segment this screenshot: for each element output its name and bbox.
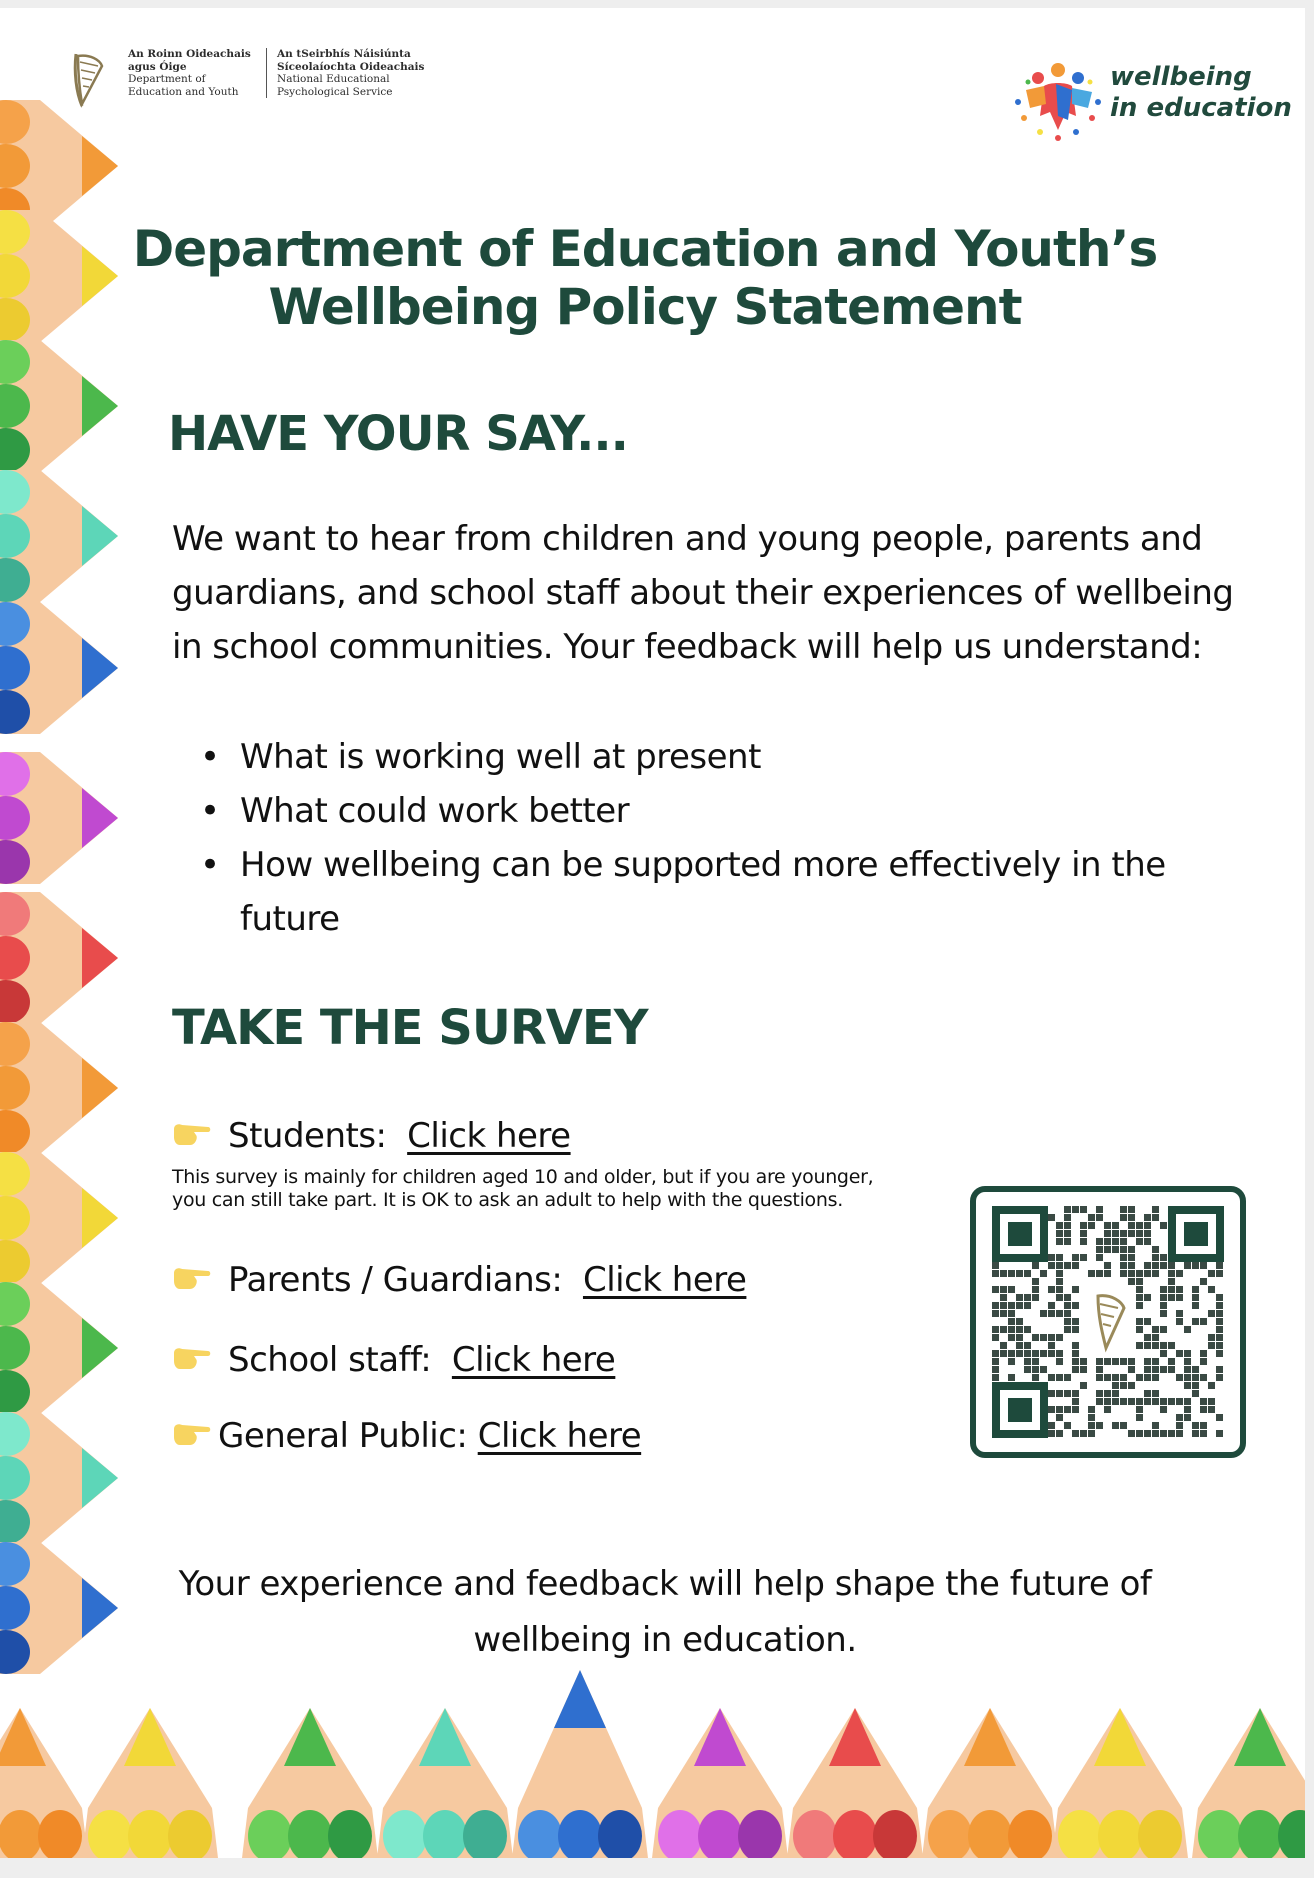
survey-students-row bbox=[172, 1114, 571, 1158]
pencil-decoration bbox=[377, 1708, 513, 1858]
closing-message: Your experience and feedback will help shape the future of wellbeing in education. bbox=[178, 1564, 1152, 1660]
students-survey-link[interactable]: Click here bbox=[407, 1116, 571, 1156]
pointing-hand-icon bbox=[172, 1343, 212, 1373]
survey-parents-row bbox=[172, 1258, 746, 1302]
pencil-decoration bbox=[0, 1022, 118, 1154]
pencil-decoration bbox=[0, 752, 118, 884]
pencil-decoration bbox=[0, 470, 118, 602]
title-line-1: Department of Education and Youth’s bbox=[132, 220, 1158, 278]
pencil-decoration bbox=[652, 1708, 788, 1858]
logo-word-in-education: in education bbox=[1110, 93, 1292, 123]
school-staff-label: School staff: bbox=[228, 1340, 432, 1380]
parents-label: Parents / Guardians: bbox=[228, 1260, 563, 1300]
list-item: • What is working well at present bbox=[172, 730, 1252, 784]
pencil-decoration bbox=[1052, 1708, 1188, 1858]
pencil-decoration bbox=[922, 1708, 1058, 1858]
title-line-2: Wellbeing Policy Statement bbox=[268, 278, 1022, 336]
general-public-survey-link[interactable]: Click here bbox=[477, 1416, 642, 1456]
pencil-decoration bbox=[1192, 1708, 1305, 1858]
pencil-decoration bbox=[0, 1708, 88, 1858]
qr-code-icon[interactable] bbox=[970, 1186, 1246, 1458]
department-logo bbox=[70, 48, 430, 118]
logo-word-wellbeing: wellbeing bbox=[1110, 62, 1252, 92]
school-staff-survey-link[interactable]: Click here bbox=[451, 1340, 616, 1380]
students-label: Students: bbox=[228, 1116, 387, 1156]
students-survey-note: This survey is mainly for children aged 10 and older, but if you are younger, you can still take part. It is OK to ask an adult to help with the questions. bbox=[172, 1166, 874, 1211]
feedback-topics-list bbox=[172, 730, 1252, 946]
general-public-label: General Public: bbox=[218, 1416, 468, 1456]
neps-name-text: An tSeirbhís Náisiúnta Síceolaíochta Oideachais National Educational Psychological Service bbox=[266, 48, 437, 98]
have-your-say-heading: HAVE YOUR SAY... bbox=[168, 406, 628, 462]
pencil-decoration bbox=[0, 1282, 118, 1414]
parents-survey-link[interactable]: Click here bbox=[582, 1260, 747, 1300]
department-name-text: An Roinn Oideachais agus Óige Department of Education and Youth bbox=[128, 48, 251, 98]
page-title bbox=[120, 220, 1170, 336]
pointing-hand-icon bbox=[172, 1419, 212, 1449]
pointing-hand-icon bbox=[172, 1119, 212, 1149]
survey-staff-row bbox=[172, 1338, 615, 1382]
harp-icon bbox=[70, 52, 106, 108]
pencil-decoration bbox=[242, 1708, 378, 1858]
pencil-decoration bbox=[512, 1670, 648, 1858]
pencil-decoration bbox=[0, 602, 118, 734]
people-circle-icon bbox=[1010, 56, 1106, 142]
pencil-decoration bbox=[787, 1708, 923, 1858]
pencil-decoration bbox=[0, 1542, 118, 1674]
pencil-decoration bbox=[0, 340, 118, 472]
wellbeing-in-education-logo bbox=[1010, 56, 1290, 146]
list-item: • What could work better bbox=[172, 784, 1252, 838]
pencil-decoration bbox=[82, 1708, 218, 1858]
take-the-survey-heading: TAKE THE SURVEY bbox=[172, 1000, 648, 1056]
pencil-decoration bbox=[0, 210, 118, 342]
pencil-decoration bbox=[0, 892, 118, 1024]
list-item: • How wellbeing can be supported more effectively in the future bbox=[172, 838, 1252, 946]
poster-page bbox=[0, 8, 1305, 1858]
pencil-decoration bbox=[0, 1412, 118, 1544]
survey-public-row bbox=[172, 1414, 641, 1458]
pointing-hand-icon bbox=[172, 1263, 212, 1293]
intro-paragraph: We want to hear from children and young people, parents and guardians, and school staff about their experiences of wellbeing in school communities. Your feedback will help us understand: bbox=[172, 519, 1234, 667]
pencil-decoration bbox=[0, 1152, 118, 1284]
